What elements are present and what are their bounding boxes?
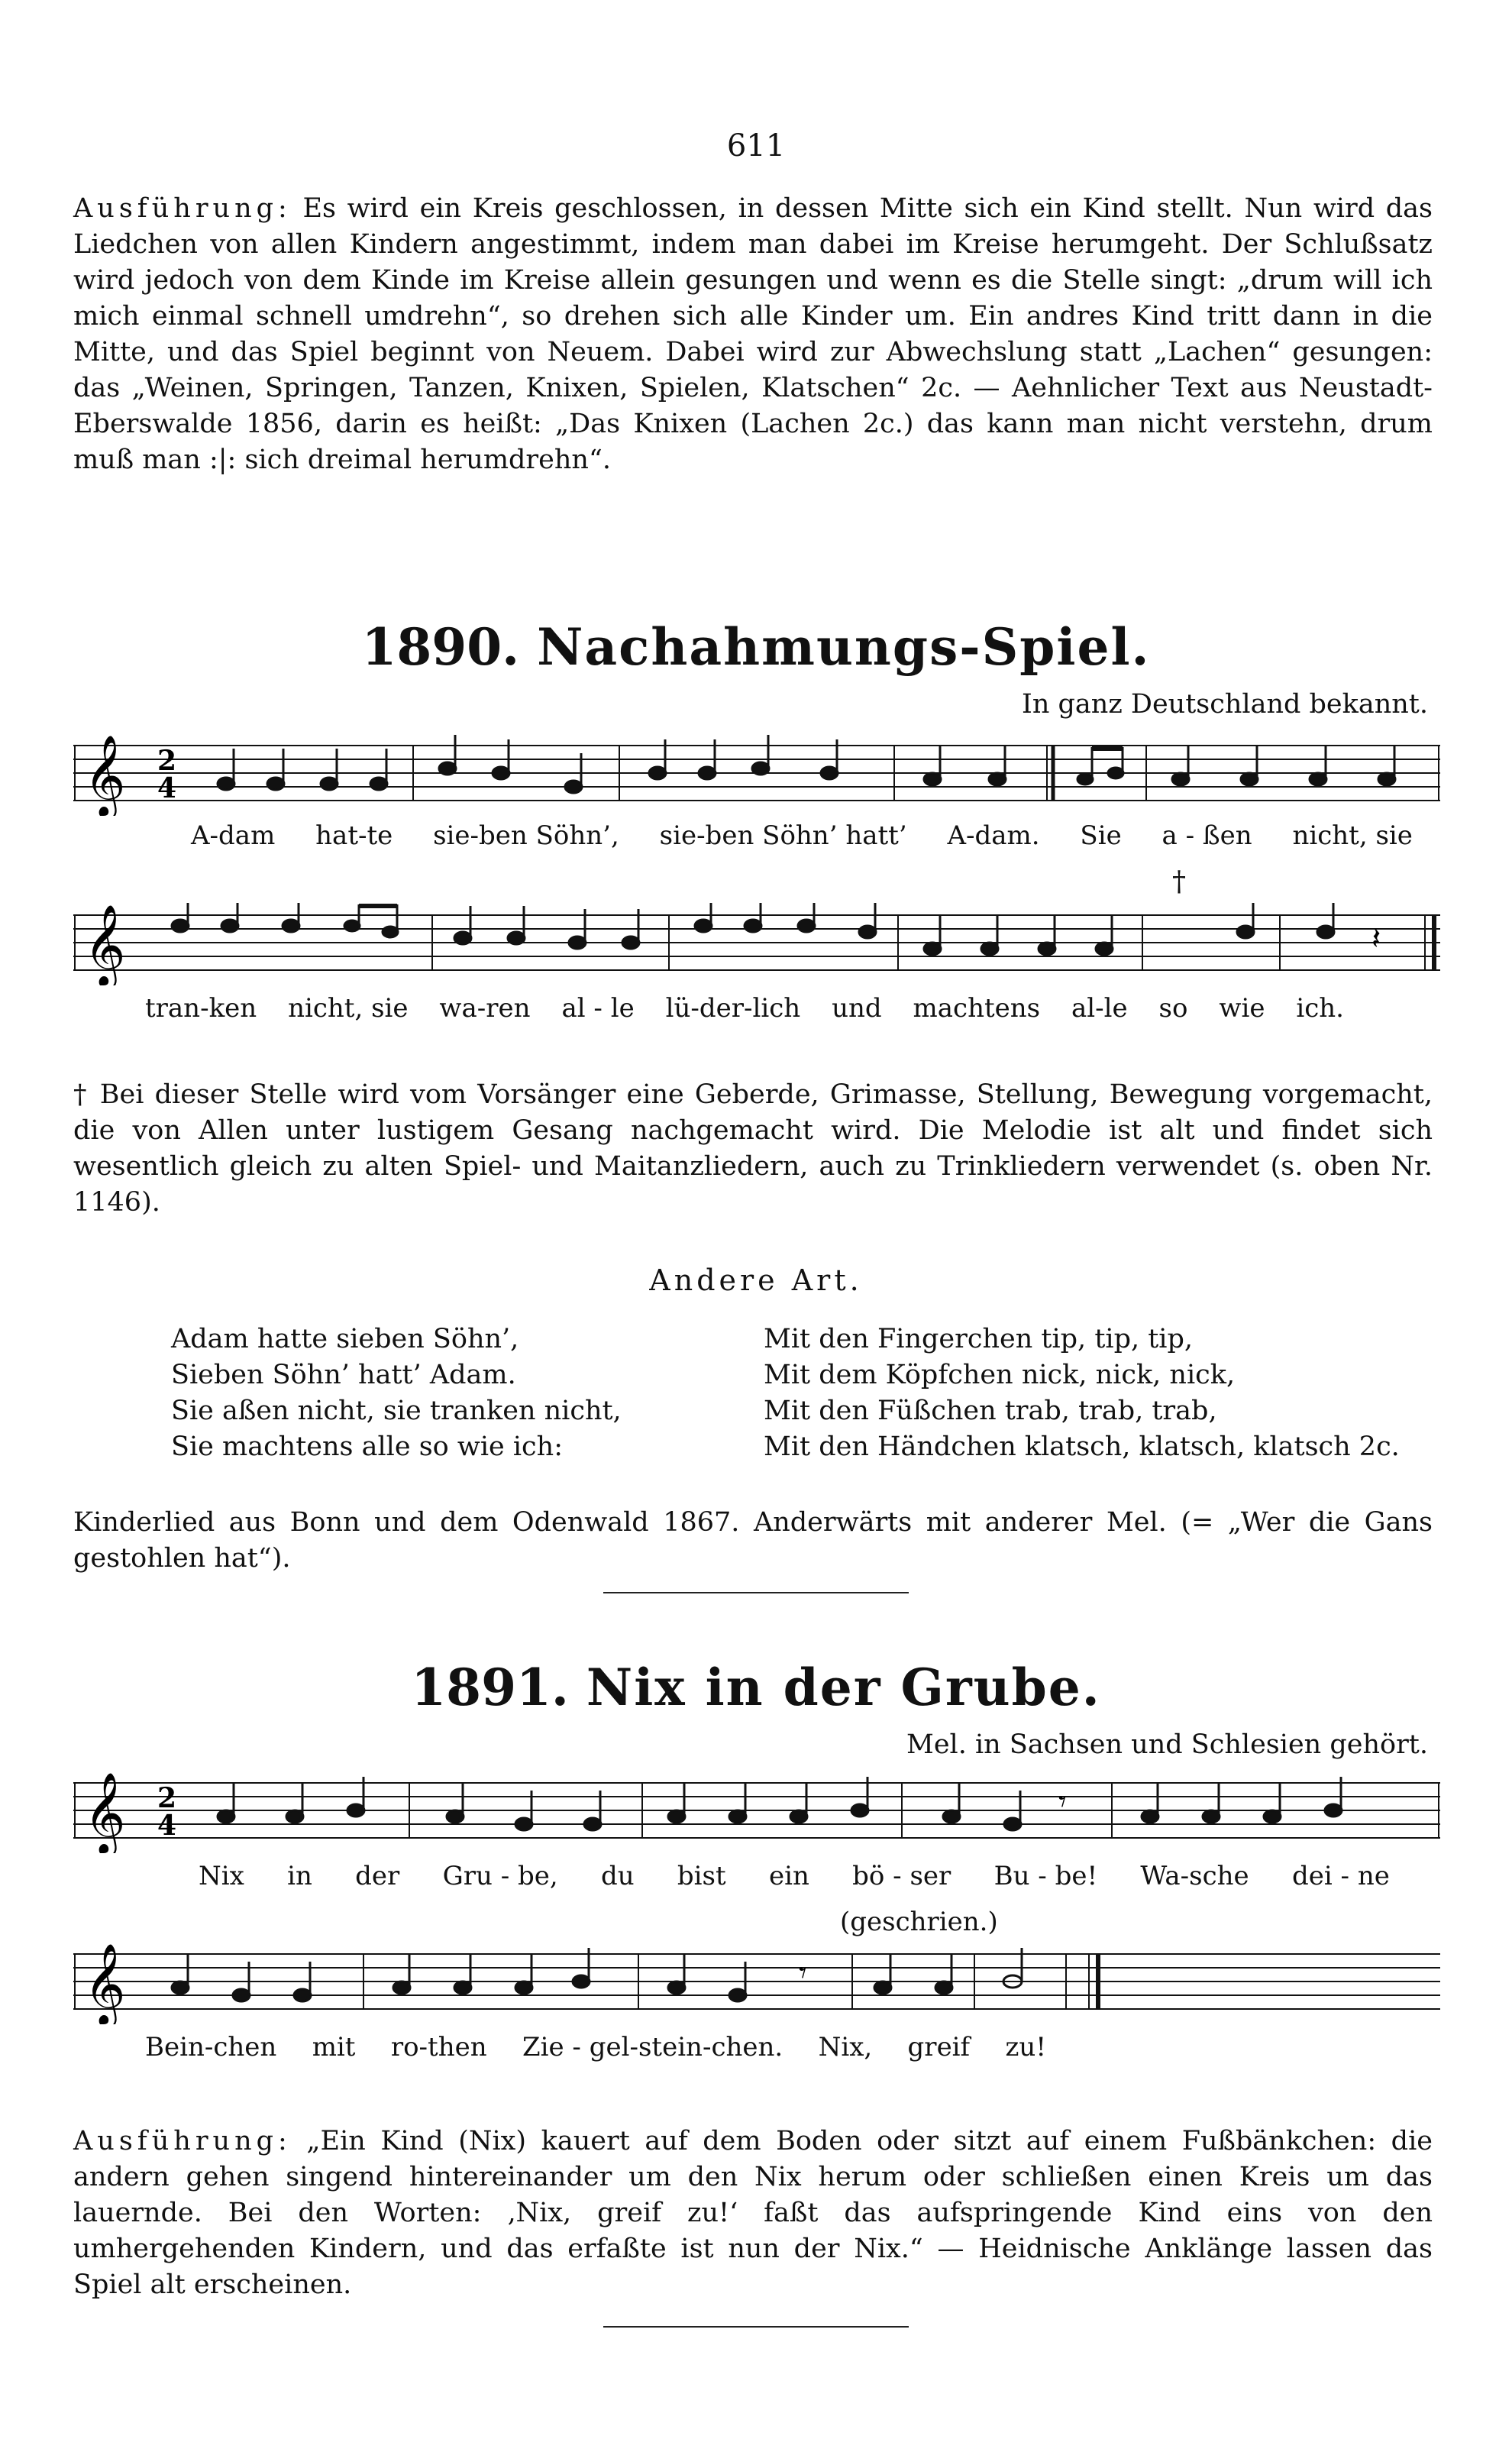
lyric-syllable: in xyxy=(287,1861,312,1891)
lyric-syllable: du xyxy=(600,1861,635,1891)
verse-line: Sie aßen nicht, sie tranken nicht, xyxy=(171,1396,622,1426)
svg-text:𝄾: 𝄾 xyxy=(799,1956,807,1991)
verse-right xyxy=(764,1322,1400,1465)
lyric-syllable: Bu - be! xyxy=(993,1861,1098,1891)
verse-line: Mit den Fingerchen tip, tip, tip, xyxy=(764,1324,1194,1354)
song-title: Nachahmungs-Spiel. xyxy=(537,617,1151,677)
lyric-syllable: der xyxy=(355,1861,400,1891)
lyric-syllable: nicht, sie xyxy=(1292,820,1413,851)
song-number: 1890. xyxy=(361,617,520,677)
shouted-direction: (geschrien.) xyxy=(840,1907,998,1937)
lyric-syllable: bist xyxy=(677,1861,726,1891)
lyrics-1890-line-2 xyxy=(145,993,1344,1024)
section-divider xyxy=(603,1592,909,1593)
lyric-syllable: ro-then xyxy=(390,2032,487,2062)
lyric-syllable: tran-ken xyxy=(145,993,257,1024)
song-heading-1890 xyxy=(0,617,1512,677)
song-attribution: In ganz Deutschland bekannt. xyxy=(1022,689,1428,720)
lyric-syllable: al - le xyxy=(561,993,635,1024)
execution-paragraph-1891 xyxy=(73,2124,1433,2303)
verse-line: Mit den Füßchen trab, trab, trab, xyxy=(764,1396,1217,1426)
lyric-syllable: Zie - gel-stein-chen. xyxy=(522,2032,783,2062)
lyric-syllable: sie-ben Söhn’ hatt’ xyxy=(659,820,907,851)
lyric-syllable: mit xyxy=(312,2032,356,2062)
footnote-mark: † xyxy=(1172,866,1186,898)
svg-text:𝄞: 𝄞 xyxy=(84,904,126,985)
execution-lead: Ausführung: xyxy=(73,193,292,224)
verse-left xyxy=(171,1322,622,1465)
page-number: 611 xyxy=(726,128,786,163)
svg-text:2: 2 xyxy=(157,745,177,777)
lyric-syllable: ich. xyxy=(1296,993,1344,1024)
lyric-syllable: A-dam. xyxy=(947,820,1040,851)
verse-line: Mit dem Köpfchen nick, nick, nick, xyxy=(764,1360,1236,1390)
execution-paragraph-1889 xyxy=(73,191,1433,478)
song-number: 1891. xyxy=(411,1658,569,1717)
lyric-syllable: Sie xyxy=(1080,820,1122,851)
svg-text:𝄞: 𝄞 xyxy=(84,1771,126,1853)
music-staff-1890-line-1 xyxy=(73,732,1440,816)
lyric-syllable: greif xyxy=(907,2032,971,2062)
verse-line: Sieben Söhn’ hatt’ Adam. xyxy=(171,1360,516,1390)
footnote-1890: † Bei dieser Stelle wird vom Vorsänger eine Geberde, Grimasse, Stellung, Bewegung vorgemacht, die von Allen unter lustigem Gesang nachgemacht wird. Die Melodie ist alt und findet sich wesentlich gleich zu alten Spiel- und Maitanzliedern, auch zu Trinkliedern verwendet (s. oben Nr. 1146). xyxy=(73,1079,1433,1218)
lyric-syllable: Wa-sche xyxy=(1140,1861,1249,1891)
svg-text:4: 4 xyxy=(157,772,177,804)
song-heading-1891 xyxy=(0,1658,1512,1717)
verse-line: Sie machtens alle so wie ich: xyxy=(171,1432,563,1462)
execution-text: Es wird ein Kreis geschlossen, in dessen Mitte sich ein Kind stellt. Nun wird das Liedchen von allen Kindern angestimmt, indem man dabei im Kreise herumgeht. Der Schlußsatz wird jedoch von dem Kinde im Kreise allein gesungen und wenn es die Stelle singt: „drum will ich mich einmal schnell umdrehn“, so drehen sich alle Kinder um. Ein andres Kind tritt dann in die Mitte, und das Spiel beginnt von Neuem. Dabei wird zur Abwechslung statt „Lachen“ gesungen: das „Weinen, Springen, Tanzen, Knixen, Spielen, Klatschen“ 2c. — Aehnlicher Text aus Neustadt-Eberswalde 1856, darin es heißt: „Das Knixen (Lachen 2c.) das kann man nicht verstehn, drum muß man :|: sich dreimal herumdrehn“. xyxy=(73,193,1433,475)
lyric-syllable: machtens xyxy=(913,993,1041,1024)
lyrics-1891-line-1 xyxy=(199,1861,1390,1891)
lyric-syllable: und xyxy=(832,993,882,1024)
lyric-syllable: dei - ne xyxy=(1291,1861,1390,1891)
lyric-syllable: al-le xyxy=(1071,993,1128,1024)
execution-text: „Ein Kind (Nix) kauert auf dem Boden oder sitzt auf einem Fußbänkchen: die andern gehen singend hintereinander um den Nix herum oder schließen einen Kreis um das lauernde. Bei den Worten: ‚Nix, greif zu!‘ faßt das aufspringende Kind eins von den umhergehenden Kindern, und das erfaßte ist nun der Nix.“ — Heidnische Anklänge lassen das Spiel alt erscheinen. xyxy=(73,2126,1433,2300)
svg-text:𝄞: 𝄞 xyxy=(84,1943,126,2024)
lyric-syllable: Nix xyxy=(199,1861,244,1891)
lyric-syllable: A-dam xyxy=(191,820,276,851)
lyrics-1890-line-1 xyxy=(191,820,1413,851)
song-attribution: Mel. in Sachsen und Schlesien gehört. xyxy=(906,1729,1428,1760)
lyric-syllable: Gru - be, xyxy=(442,1861,558,1891)
svg-text:𝄞: 𝄞 xyxy=(84,734,126,816)
music-staff-1891-line-1 xyxy=(73,1769,1440,1853)
lyric-syllable: Bein-chen xyxy=(145,2032,277,2062)
lyric-syllable: wie xyxy=(1219,993,1265,1024)
lyric-syllable: hat-te xyxy=(315,820,393,851)
lyric-syllable: a - ßen xyxy=(1161,820,1252,851)
song-title: Nix in der Grube. xyxy=(586,1658,1101,1717)
lyric-syllable: lü-der-lich xyxy=(665,993,801,1024)
lyrics-1891-line-2 xyxy=(145,2032,1046,2062)
variant-heading: Andere Art. xyxy=(649,1263,863,1297)
verse-line: Mit den Händchen klatsch, klatsch, klatsch 2c. xyxy=(764,1432,1400,1462)
music-staff-1890-line-2 xyxy=(73,901,1440,985)
svg-text:𝄽: 𝄽 xyxy=(1371,921,1381,956)
section-divider xyxy=(603,2326,909,2328)
svg-text:4: 4 xyxy=(157,1810,177,1842)
music-staff-1891-line-2 xyxy=(73,1940,1440,2024)
lyric-syllable: sie-ben Söhn’, xyxy=(433,820,619,851)
lyric-syllable: bö - ser xyxy=(852,1861,951,1891)
lyric-syllable: wa-ren xyxy=(439,993,531,1024)
lyric-syllable: nicht, sie xyxy=(288,993,409,1024)
verse-line: Adam hatte sieben Söhn’, xyxy=(171,1324,519,1354)
lyric-syllable: so xyxy=(1158,993,1188,1024)
svg-text:2: 2 xyxy=(157,1782,177,1814)
svg-text:𝄾: 𝄾 xyxy=(1058,1784,1067,1820)
source-note-1890: Kinderlied aus Bonn und dem Odenwald 1867. Anderwärts mit anderer Mel. (= „Wer die Gans gestohlen hat“). xyxy=(73,1507,1433,1574)
lyric-syllable: zu! xyxy=(1005,2032,1046,2062)
execution-lead: Ausführung: xyxy=(73,2126,292,2156)
lyric-syllable: ein xyxy=(768,1861,809,1891)
lyric-syllable: Nix, xyxy=(818,2032,873,2062)
